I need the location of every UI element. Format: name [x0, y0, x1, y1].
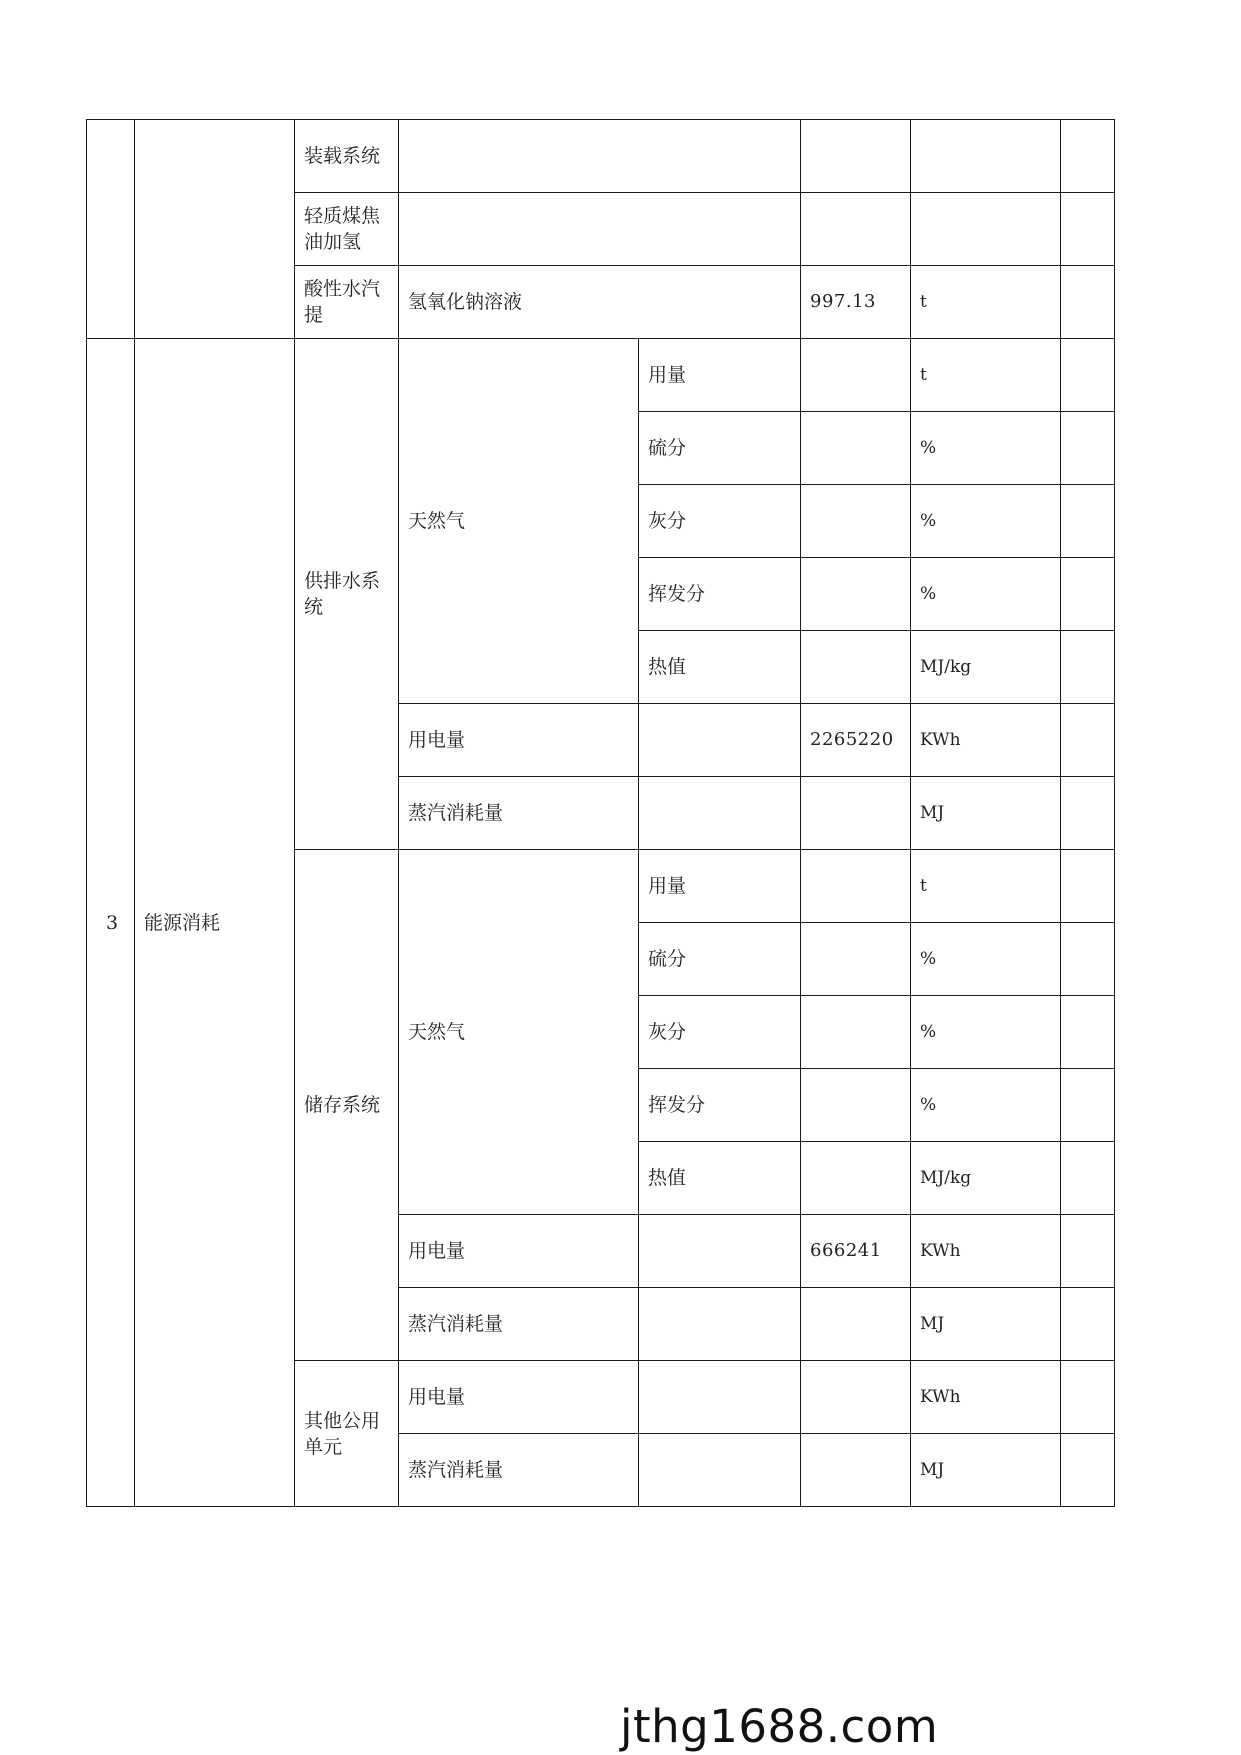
remark-cell: [1061, 485, 1115, 558]
power-cell: 用电量: [399, 1215, 639, 1288]
param-cell: 热值: [639, 631, 801, 704]
value-cell: 666241: [801, 1215, 911, 1288]
unit-cell: [911, 120, 1061, 193]
remark-cell: [1061, 923, 1115, 996]
remark-cell: [1061, 266, 1115, 339]
param-cell: [639, 1434, 801, 1507]
value-cell: [801, 412, 911, 485]
table-row: [87, 120, 1115, 193]
unit-cell: %: [911, 923, 1061, 996]
unit-cell: MJ: [911, 1288, 1061, 1361]
system-cell: 轻质煤焦油加氢: [295, 193, 399, 266]
param-cell: [639, 777, 801, 850]
param-cell: 灰分: [639, 485, 801, 558]
category-cell: [135, 120, 295, 339]
param-cell: 热值: [639, 1142, 801, 1215]
value-cell: [801, 339, 911, 412]
value-cell: 997.13: [801, 266, 911, 339]
unit-cell: MJ/kg: [911, 631, 1061, 704]
supply-system-cell: 供排水系统: [295, 339, 399, 850]
remark-cell: [1061, 1361, 1115, 1434]
footer-watermark: jthg1688.com: [620, 1700, 939, 1753]
unit-cell: MJ: [911, 1434, 1061, 1507]
unit-cell: MJ: [911, 777, 1061, 850]
unit-cell: KWh: [911, 1215, 1061, 1288]
remark-cell: [1061, 996, 1115, 1069]
item-cell: [399, 193, 801, 266]
steam-cell: 蒸汽消耗量: [399, 1434, 639, 1507]
value-cell: [801, 120, 911, 193]
param-cell: 挥发分: [639, 558, 801, 631]
value-cell: [801, 1069, 911, 1142]
remark-cell: [1061, 1069, 1115, 1142]
other-system-cell: 其他公用单元: [295, 1361, 399, 1507]
storage-system-cell: 储存系统: [295, 850, 399, 1361]
table-row: [87, 339, 1115, 412]
value-cell: 2265220: [801, 704, 911, 777]
remark-cell: [1061, 850, 1115, 923]
param-cell: 用量: [639, 339, 801, 412]
unit-cell: %: [911, 996, 1061, 1069]
remark-cell: [1061, 412, 1115, 485]
unit-cell: %: [911, 558, 1061, 631]
value-cell: [801, 631, 911, 704]
param-cell: 硫分: [639, 412, 801, 485]
remark-cell: [1061, 339, 1115, 412]
unit-cell: [911, 193, 1061, 266]
param-cell: 硫分: [639, 923, 801, 996]
value-cell: [801, 996, 911, 1069]
remark-cell: [1061, 1434, 1115, 1507]
param-cell: [639, 1361, 801, 1434]
unit-cell: %: [911, 1069, 1061, 1142]
energy-consumption-table: [86, 119, 1115, 1507]
unit-cell: MJ/kg: [911, 1142, 1061, 1215]
system-cell: 酸性水汽提: [295, 266, 399, 339]
param-cell: 用量: [639, 850, 801, 923]
value-cell: [801, 193, 911, 266]
value-cell: [801, 1142, 911, 1215]
unit-cell: %: [911, 412, 1061, 485]
index-cell: [87, 120, 135, 339]
storage-gas-cell: 天然气: [399, 850, 639, 1215]
param-cell: [639, 704, 801, 777]
param-cell: 灰分: [639, 996, 801, 1069]
remark-cell: [1061, 558, 1115, 631]
value-cell: [801, 850, 911, 923]
value-cell: [801, 558, 911, 631]
unit-cell: %: [911, 485, 1061, 558]
param-cell: 挥发分: [639, 1069, 801, 1142]
remark-cell: [1061, 631, 1115, 704]
steam-cell: 蒸汽消耗量: [399, 1288, 639, 1361]
value-cell: [801, 923, 911, 996]
value-cell: [801, 1288, 911, 1361]
remark-cell: [1061, 193, 1115, 266]
item-cell: 氢氧化钠溶液: [399, 266, 801, 339]
param-cell: [639, 1215, 801, 1288]
param-cell: [639, 1288, 801, 1361]
unit-cell: t: [911, 339, 1061, 412]
value-cell: [801, 777, 911, 850]
remark-cell: [1061, 777, 1115, 850]
value-cell: [801, 1434, 911, 1507]
value-cell: [801, 485, 911, 558]
remark-cell: [1061, 1215, 1115, 1288]
remark-cell: [1061, 1142, 1115, 1215]
unit-cell: KWh: [911, 704, 1061, 777]
item-cell: [399, 120, 801, 193]
value-cell: [801, 1361, 911, 1434]
power-cell: 用电量: [399, 1361, 639, 1434]
supply-gas-cell: 天然气: [399, 339, 639, 704]
unit-cell: KWh: [911, 1361, 1061, 1434]
remark-cell: [1061, 704, 1115, 777]
section-category-cell: 能源消耗: [135, 339, 295, 1507]
remark-cell: [1061, 120, 1115, 193]
section-index-cell: 3: [87, 339, 135, 1507]
steam-cell: 蒸汽消耗量: [399, 777, 639, 850]
system-cell: 装载系统: [295, 120, 399, 193]
unit-cell: t: [911, 266, 1061, 339]
unit-cell: t: [911, 850, 1061, 923]
remark-cell: [1061, 1288, 1115, 1361]
power-cell: 用电量: [399, 704, 639, 777]
